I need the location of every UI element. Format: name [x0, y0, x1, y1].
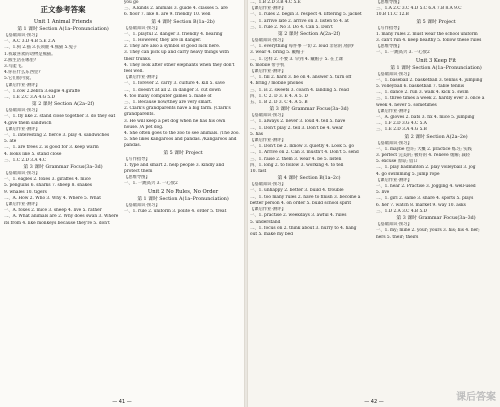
answer-line: 二、1. 这样 2. 不要 3. 早到 4. 戴帽子 5. 在上课 — [250, 56, 343, 62]
answer-line: 2. Clark's grandparents have a big farm. (Clark's — [124, 106, 231, 112]
answer-line: 【基础知识·预习】 — [250, 113, 286, 119]
answer-block — [124, 26, 242, 150]
page-number: — 41 — — [112, 399, 132, 405]
answer-line: 3. He will keep a pet dog when he has his own — [124, 118, 226, 124]
answer-line: 二、1. Don't play 2. tell 3. Don't be 4. wear — [250, 125, 343, 131]
answer-line: 二、1. dance 2. run 3. walk 4. kick 5. swim — [376, 90, 469, 96]
answer-line: 二、A. How 2. Who 3. Why 4. Where 5. What — [4, 195, 101, 201]
answer-line: 一、1. Don't be 2. Iknow 3. quietly 4. Look 5. go — [250, 144, 355, 150]
answer-line: 【课后作业·测评】 — [4, 202, 40, 208]
answer-line: 五、1. B 2. D 3. C 4. A 5. B — [250, 100, 308, 106]
answer-line: 【基础知识·预习】 — [376, 222, 412, 228]
answer-line: 5. volleyball 6. basketball 7. table tennis — [376, 84, 465, 90]
answer-line: 3.鸟能飞。 — [4, 64, 26, 70]
answer-line: 一、1. fill 2. hard 3. be on 4. answer 5. turn off — [250, 75, 352, 81]
answer-line: 【课后作业·测评】 — [376, 177, 412, 183]
answer-line: 5. penguins 6. sharks 7. sheep 8. snakes — [4, 183, 92, 189]
lesson-heading: 第 3 课时 Grammar Focus(3a–3d) — [269, 107, 349, 113]
answer-line: you go — [124, 0, 139, 5]
lesson-heading: 第 2 课时 Section A(2a–2e) — [404, 134, 468, 140]
answer-line: 3. perfect 完美的; 极好的 4. relieve 缓解; 减轻 — [376, 153, 471, 159]
answer-line: 一、1. my; mine 2. your; yours 3. his; his 4. her; — [376, 228, 480, 234]
answer-block — [376, 0, 496, 19]
lesson-heading: 第 3 课时 Grammar Focus(3a–3d) — [23, 165, 103, 171]
lesson-heading: 第 5 课时 Project — [416, 19, 456, 25]
answer-line: its from 4. like monkeys because they're 5. don't — [4, 220, 110, 226]
answer-line: 一、1.cow 2.zebra 3.eagle 4.giraffe — [4, 88, 81, 94]
answer-line: their trunks. — [124, 56, 152, 62]
answer-line: 一、1. everything 每件事 一切 2. loud 非常的 /很吵 — [250, 44, 354, 50]
answer-block — [376, 222, 496, 241]
answer-line: 四、1. long 2. to follow 3. working 4. to tell — [250, 162, 344, 168]
answer-line: 三、1. three times a week 2. hardly ever 3. once a — [376, 96, 485, 102]
answer-line: 三、1.E 2.D 3.A 4.G 5.B — [376, 127, 427, 133]
answer-line: 4.give them sandwich — [4, 120, 52, 126]
answer-line: 四、1. C 2. D 3. E 4. A 5. D — [250, 93, 308, 99]
lesson-heading: 第 3 课时 Grammar Focus(3a–3d) — [396, 216, 476, 222]
answer-line: 2.熊生活在哪里? — [4, 57, 37, 63]
answer-line: pandas. — [124, 143, 141, 149]
answer-line: 【课后作业·测评】 — [124, 75, 160, 81]
lesson-heading: 第 1 课时 Section A(1a–Pronunciation) — [137, 196, 229, 202]
answer-line: 3. can't run 4. keep healthy 5. follow these rules — [376, 38, 482, 44]
answer-line: 5. She likes kangaroos and pandas. /Kangaroos and — [124, 137, 237, 143]
answer-line: 3. They can pick up and carry heavy things with — [124, 50, 229, 56]
answer-line: 【课后作业·测评】 — [250, 138, 286, 144]
answer-block — [4, 171, 122, 227]
answer-line: 【基础知识·预习】 — [124, 202, 160, 208]
answer-line: 一、1. fly like 2. stand close together 3. do they eat — [4, 114, 116, 120]
answer-line: 一、1. hear 2. Practise 3. Jogging 4. well-used — [376, 184, 476, 190]
answer-line: 4.你在什么东西里? — [4, 70, 41, 76]
answer-line: 【思维导图】 — [376, 0, 402, 5]
answer-line: 5. excuse 原谅; 借口 — [376, 159, 418, 165]
answer-line: 一、A. foxes 2. mice 3. sheep 4. live 5. rather — [4, 208, 102, 214]
answer-line: 一、1. always 2. never 3. loud 4. tell 5. have — [250, 119, 346, 125]
answer-line: 1.我最喜欢的动物是熊猫。 — [4, 51, 56, 57]
page-title: 正文参考答案 — [40, 5, 86, 14]
answer-line: 4. go swimming 5. jump rope — [376, 171, 440, 177]
answer-line: 【课后作业·测评】 — [376, 108, 412, 114]
answer-line: 三、A.kinds 2. animals 3. guide 4. classes 5. are — [124, 6, 228, 12]
answer-line: 一、1. unhappy 2. better 3. build 4. trouble — [250, 188, 344, 194]
answer-line: 【思维导图】 — [124, 175, 150, 181]
answer-line: 【课后作业·测评】 — [4, 82, 40, 88]
answer-line: 一、A. gloves 2. bats 3. fix 4. mice 5. jumping — [376, 115, 475, 121]
answer-line: 二、1.E 2.C 3.A 4.G 5.D — [4, 95, 55, 101]
answer-line: feel well. — [124, 69, 144, 75]
lesson-heading: 第 5 课时 Project — [163, 150, 203, 156]
unit-heading: Unit 3 Keep Fit — [415, 57, 457, 64]
answer-block — [250, 113, 368, 175]
answer-block — [250, 182, 368, 238]
answer-line: 【基础知识·预习】 — [4, 33, 40, 38]
answer-line: 【课后作业·测评】 — [250, 69, 286, 75]
answer-line: 三、1.C 2.D 3.A 4.C — [4, 157, 47, 163]
watermark-logo: 课后答案 — [456, 392, 496, 403]
answer-line: 三、1. is 2. sweets 3. coach 4. landing 5. read — [250, 87, 349, 93]
answer-line: 一、1. 一跳高兴 3. 一心放2 — [124, 181, 178, 187]
answer-line: 5. has — [250, 131, 263, 137]
page-number: — 42 — — [364, 399, 384, 405]
answer-line: 【课后作业·测评】 — [250, 6, 286, 12]
answer-line: 【写作指导】 — [124, 156, 150, 162]
right-column-1 — [250, 0, 368, 407]
answer-line: 一、1. playful 2. danger 3. friendly 4. hearing — [124, 31, 223, 37]
answer-line: 【基础知识·预习】 — [376, 140, 412, 146]
right-column-2 — [376, 0, 496, 407]
answer-block — [376, 141, 496, 215]
left-column-2 — [124, 0, 242, 407]
right-page — [248, 0, 500, 407]
answer-line: 5. live — [376, 190, 390, 196]
answer-line: 4. looks like 5. stand close — [4, 151, 62, 157]
answer-line: better person 4. on order 5. build school spirit — [250, 200, 352, 206]
answer-line: 二、1. are trees 2. is good for 3. keep warm — [4, 145, 99, 151]
answer-line: 一、1. rule 2. uniform 3. polite 4. order 5. treat — [124, 208, 227, 214]
answer-block — [376, 72, 496, 134]
answer-line: 二、1. arrive late 2. arrive on 3. listen to 4. at — [250, 18, 349, 24]
answer-line: 二、1. Arrive on 2. Can 3. mustn't 4. Don't 5. send — [250, 150, 359, 156]
lesson-heading: 第 1 课时 Section A(1a–Pronunciation) — [390, 65, 482, 71]
answer-line: hers 5. their; theirs — [376, 234, 419, 240]
answer-line: 二、1. doesn't at all 2. in danger 3. cut down — [124, 87, 221, 93]
answer-line: 4. They look after other elephants when they don't — [124, 62, 235, 68]
answer-line: 一、1. 一跳高兴 3. 一心放2 — [376, 50, 430, 56]
answer-line: 5.它们很可爱。 — [4, 76, 34, 82]
answer-line: 【课后作业·测评】 — [250, 207, 286, 213]
answer-line: 【基础知识·预习】 — [4, 108, 40, 114]
answer-line: 10. fast — [250, 169, 267, 175]
answer-line: grandparents. — [124, 112, 155, 118]
answer-line: 二、1.狗 2.猫 3.长颈鹿 4.熊猫 5.兔子 — [4, 45, 78, 51]
answer-line: 三、1. Because now/they are very smart. — [124, 100, 213, 106]
answer-line: 二、1. too many rules 2. have to finish 3. become a — [250, 194, 361, 200]
answer-line: 【写作指导】 — [376, 25, 402, 31]
answer-line: 4. too many computer games 5. made of — [124, 93, 212, 99]
answer-line: 三、1. rule 2. No 3. Do 4. Can 5. Don't — [250, 24, 333, 30]
lesson-heading: 第 2 课时 Section A(2a–2f) — [277, 32, 341, 38]
answer-line: 二、1. focus on 2. think about 3. hurry to 4. hang — [250, 225, 357, 231]
answer-line: 一、1. forever 2. carry 3. culture 4. kill 5. save — [124, 81, 225, 87]
answer-line: 5. understand — [250, 219, 281, 225]
answer-line: 二、1. girl 2. same 3. share 4. sports 5. plays — [376, 196, 474, 202]
answer-line: house. /A pet dog. — [124, 124, 164, 130]
lesson-heading: 第 1 课时 Section A(1a–Pronunciation) — [17, 27, 109, 32]
left-page — [0, 0, 244, 407]
answer-line: 【基础知识·预习】 — [124, 25, 160, 31]
answer-line: 6. her 7. watch 8. market 9. way 10. asks — [376, 202, 466, 208]
answer-line: 二、1. However, they are in danger. — [124, 38, 202, 44]
answer-block — [4, 33, 122, 101]
answer-line: 一、A.C 3.D 4.B 5.E 2.A — [4, 39, 56, 45]
answer-line: 3. wear 4. bring 5. 戴帽子 — [250, 50, 305, 56]
lesson-heading: 第 4 课时 Section B(1a–2b) — [151, 19, 215, 25]
answer-line: 一、1. eagles 2. foxes 3. giraffes 4. mice — [4, 177, 91, 183]
answer-line: 6. floor 7. like 8. are 9. friendly 10. well — [124, 12, 211, 18]
answer-line: 【课后作业·测评】 — [4, 126, 40, 132]
answer-line: 5. ate — [4, 139, 17, 145]
answer-line: 1. many rules 2. must wear the school uniform — [376, 31, 478, 37]
answer-line: 【基础知识·预习】 — [376, 71, 412, 77]
unit-heading: Unit 1 Animal Friends — [33, 19, 93, 25]
answer-line: 10.B 11.C 12.B — [376, 12, 409, 18]
answer-block — [250, 38, 368, 106]
answer-line: week 4. never 5. sometimes — [376, 102, 437, 108]
answer-line: 二、1.F 2.D 3.G 4.C 5.A — [376, 121, 427, 127]
answer-line: 【基础知识·预习】 — [250, 182, 286, 188]
answer-line: 二、A. What animals are 2. Why does swan 3. Where — [4, 214, 119, 220]
answer-line: 一、1. practise 2. weekdays 3. awful 4. rules — [250, 213, 347, 219]
answer-line: 【基础知识·预习】 — [4, 171, 40, 177]
answer-block — [124, 0, 242, 19]
answer-line: protect them — [124, 169, 153, 175]
answer-line: 1. type and smart 2. help people 3. kindly and — [124, 162, 225, 168]
lesson-heading: 第 4 课时 Section B(1a–2c) — [277, 176, 341, 182]
answer-block — [250, 0, 368, 31]
answer-line: 2. They are also a symbol of good luck here. — [124, 44, 221, 50]
answer-line: 一、1. maybe 也许; 大概 2. practice 练习; 实践 — [376, 146, 472, 152]
answer-line: 三、1.A 2.C 3.C 4.D 5.C 6.A 7.B 8.A 9.C — [376, 6, 462, 12]
lesson-heading: 第 2 课时 Section A(2a–2f) — [31, 102, 95, 108]
answer-line: 三、1. raise 2. them 3. wear 4. be 5. listen — [250, 156, 342, 162]
left-column-1 — [4, 0, 122, 407]
answer-line: 9. whales 10. tigers — [4, 189, 47, 195]
unit-heading: Unit 2 No Rules, No Order — [147, 188, 219, 195]
answer-line: out 5. make my bed — [250, 231, 293, 237]
answer-line: 6. mobile 带手机 — [250, 62, 285, 68]
answer-line: 4. bring / mobile phones — [250, 81, 304, 87]
answer-line: 一、1. interesting 2. fierce 3. play 4. sandwiches — [4, 133, 110, 139]
answer-line: 一、1. baseball 2. basketball 3. tennis 4. jumping — [376, 77, 483, 83]
answer-line: 一、1. rules 2. begin 3. respect 4. littering 5. jacket — [250, 12, 362, 18]
answer-block — [376, 26, 496, 57]
answer-line: 三、1.D 2.A 3.C 4.B 5.D — [376, 208, 427, 214]
answer-block — [124, 203, 242, 215]
answer-line: 4. She often goes to the zoo to see animals. /The zoo. — [124, 131, 240, 137]
answer-line: 二、1. play badminton 2. play volleyball 3. jog — [376, 165, 476, 171]
answer-block — [124, 157, 242, 188]
answer-line: 二、1.B 2.D 3.B 4.C 5.E — [250, 0, 301, 5]
answer-block — [4, 108, 122, 164]
answer-line: 【基础知识·预习】 — [250, 38, 286, 44]
answer-line: 【思维导图】 — [376, 44, 402, 50]
